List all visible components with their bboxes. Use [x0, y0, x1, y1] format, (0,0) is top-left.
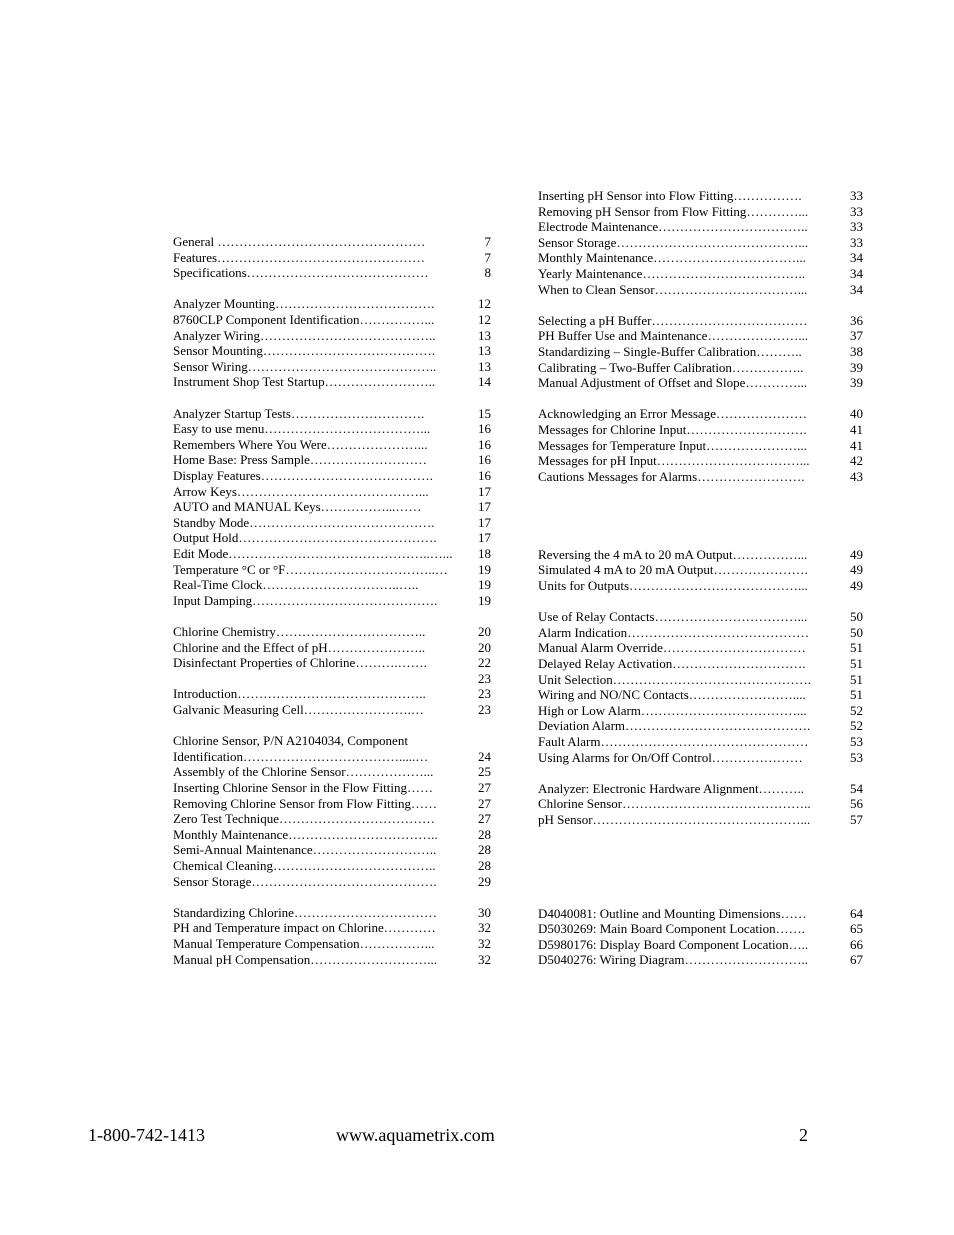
toc-entry [173, 530, 493, 546]
toc-entry-page: 37 [850, 328, 863, 344]
toc-entry-page: 65 [850, 921, 863, 937]
toc-entry-page: 7 [484, 234, 491, 249]
toc-entry-title: Galvanic Measuring Cell…………………….… [173, 702, 424, 717]
toc-entry-page: 51 [850, 671, 863, 687]
toc-entry-page: 16 [478, 421, 491, 437]
toc-entry-title: Cautions Messages for Alarms……………………. [538, 468, 805, 484]
toc-entry [538, 375, 864, 391]
toc-entry [173, 796, 493, 812]
toc-entry-title: Semi-Annual Maintenance……………………….. [173, 842, 437, 858]
toc-entry-title: Selecting a pH Buffer……………………………… [538, 312, 808, 328]
toc-entry [538, 328, 864, 344]
toc-entry [173, 749, 493, 765]
toc-entry-title: Wiring and NO/NC Contacts…………………….... [538, 687, 806, 703]
toc-entry [538, 874, 864, 890]
toc-entry-page: 23 [478, 702, 491, 717]
toc-entry [173, 686, 493, 702]
toc-entry [538, 406, 864, 422]
toc-entry [538, 453, 864, 469]
toc-entry-title: Removing pH Sensor from Flow Fitting…………... [538, 203, 809, 219]
toc-entry-page: 23 [478, 686, 491, 702]
toc-entry-title: Manual Adjustment of Offset and Slope…………... [538, 375, 808, 391]
toc-entry-title: Arrow Keys……………………………………... [173, 483, 429, 499]
toc-entry-page: 41 [850, 422, 863, 437]
toc-entry-page: 50 [850, 624, 863, 640]
toc-entry [173, 421, 493, 437]
toc-entry-page: 52 [850, 702, 863, 718]
toc-entry-page: 16 [478, 436, 491, 452]
footer-page-number: 2 [799, 1125, 808, 1145]
toc-entry-title: Analyzer: Electronic Hardware Alignment……….. [538, 780, 805, 796]
toc-entry-page: 18 [478, 546, 491, 561]
toc-entry-page: 28 [478, 858, 491, 873]
toc-entry-title: Manual Temperature Compensation……………... [173, 936, 435, 951]
toc-entry-page: 33 [850, 203, 863, 219]
toc-entry-page: 42 [850, 453, 863, 469]
toc-entry-page: 53 [850, 734, 863, 749]
toc-entry [173, 936, 493, 952]
toc-entry-page: 22 [478, 655, 491, 671]
toc-entry-page: 24 [478, 748, 491, 764]
toc-entry-page: 57 [850, 812, 863, 827]
toc-entry [538, 594, 864, 610]
toc-entry-title: Sensor Storage……………………………………... [538, 234, 809, 250]
toc-entry-page: 33 [850, 188, 863, 203]
toc-entry-page: 51 [850, 656, 863, 671]
toc-entry-page: 27 [478, 780, 491, 795]
toc-entry [538, 344, 864, 360]
toc-entry [173, 827, 493, 843]
toc-entry-title: Identification……………………………….....… [173, 748, 429, 764]
toc-entry-page: 12 [478, 296, 491, 312]
toc-entry [538, 578, 864, 594]
toc-entry [173, 250, 493, 266]
toc-entry-page: 28 [478, 826, 491, 842]
toc-entry [538, 219, 864, 235]
toc-entry-title: Home Base: Press Sample……………………… [173, 452, 427, 468]
toc-entry [538, 952, 864, 968]
toc-entry-title: 8760CLP Component Identification……………... [173, 312, 435, 327]
toc-entry-page: 67 [850, 952, 863, 968]
toc-entry [538, 438, 864, 454]
toc-entry [173, 624, 493, 640]
toc-entry-page: 17 [478, 530, 491, 546]
toc-entry [173, 499, 493, 515]
toc-entry [173, 593, 493, 609]
toc-entry-title: D5040276: Wiring Diagram……………………….. [538, 952, 809, 968]
toc-entry-title: Manual Alarm Override…………………………… [538, 640, 806, 656]
toc-entry-title: Temperature °C or °F……………………………..… [173, 561, 448, 577]
toc-entry [538, 672, 864, 688]
toc-entry [538, 313, 864, 329]
toc-entry-page: 34 [850, 281, 863, 297]
toc-entry-page: 13 [478, 343, 491, 359]
toc-entry [538, 890, 864, 906]
toc-entry [538, 843, 864, 859]
toc-entry [173, 671, 493, 687]
toc-entry [538, 282, 864, 298]
toc-entry [538, 266, 864, 282]
toc-entry [173, 343, 493, 359]
toc-entry [538, 703, 864, 719]
toc-entry-page: 13 [478, 327, 491, 343]
toc-entry-title: Yearly Maintenance……………………………….. [538, 266, 805, 281]
toc-entry [173, 452, 493, 468]
toc-entry-page: 17 [478, 483, 491, 499]
toc-entry [173, 858, 493, 874]
toc-entry [173, 640, 493, 656]
toc-entry-title: D4040081: Outline and Mounting Dimensions…… [538, 905, 807, 921]
toc-entry-page: 25 [478, 764, 491, 780]
toc-entry-title: D5030269: Main Board Component Location……. [538, 921, 805, 937]
toc-entry-page: 19 [478, 577, 491, 593]
toc-entry [538, 750, 864, 766]
toc-entry-page: 19 [478, 592, 491, 608]
toc-entry-title: Sensor Mounting…………………………………. [173, 343, 436, 359]
toc-entry-page: 39 [850, 375, 863, 391]
toc-entry-title: Electrode Maintenance…………………………….. [538, 219, 808, 235]
toc-entry-title: Specifications…………………………………… [173, 265, 429, 281]
toc-entry-page: 43 [850, 468, 863, 484]
toc-entry-title: AUTO and MANUAL Keys……………...…… [173, 499, 422, 515]
toc-entry [538, 687, 864, 703]
toc-entry-page: 49 [850, 546, 863, 562]
toc-entry-page: 27 [478, 811, 491, 827]
toc-entry-title: Chlorine Sensor…………………………………….. [538, 796, 811, 812]
toc-entry-title: Chlorine and the Effect of pH………………….. [173, 639, 426, 655]
toc-entry [538, 640, 864, 656]
toc-entry-title: Sensor Storage……………………………………. [173, 873, 437, 889]
toc-entry-title: Standardizing – Single-Buffer Calibration……….. [538, 344, 802, 359]
toc-entry-title: Monthly Maintenance…………………………….. [173, 826, 438, 842]
toc-entry [538, 656, 864, 672]
toc-entry [173, 406, 493, 422]
toc-entry-title: Chlorine Chemistry…………………………….. [173, 624, 426, 639]
toc-entry [173, 811, 493, 827]
footer-phone: 1-800-742-1413 [88, 1125, 205, 1145]
toc-entry-title: Deviation Alarm……………………………………. [538, 718, 811, 734]
toc-entry [538, 204, 864, 220]
toc-entry-page: 8 [484, 265, 491, 281]
toc-entry-page: 16 [478, 468, 491, 483]
toc-entry-title: Introduction…………………………………….. [173, 686, 426, 702]
toc-entry-title: Reversing the 4 mA to 20 mA Output……………... [538, 546, 808, 562]
toc-entry-title: Alarm Indication…………………………………… [538, 624, 810, 640]
toc-entry-title: Inserting pH Sensor into Flow Fitting……………. [538, 188, 802, 203]
toc-entry [538, 360, 864, 376]
toc-entry [538, 796, 864, 812]
toc-entry-title: Standardizing Chlorine…………………………… [173, 904, 437, 920]
toc-entry [173, 515, 493, 531]
toc-entry-title: Units for Outputs…………………………………... [538, 578, 808, 593]
toc-entry-title: Real-Time Clock…………………………..….. [173, 577, 419, 593]
toc-entry [538, 469, 864, 485]
toc-entry [173, 842, 493, 858]
toc-entry-title: Delayed Relay Activation…………………………. [538, 656, 806, 671]
toc-entry-page: 27 [478, 795, 491, 811]
toc-entry-title: Manual pH Compensation………………………... [173, 951, 437, 967]
toc-entry [538, 250, 864, 266]
toc-entry [173, 437, 493, 453]
toc-entry [173, 234, 493, 250]
toc-entry-title: Remembers Where You Were…………………... [173, 436, 428, 452]
toc-entry-title: Simulated 4 mA to 20 mA Output…………………. [538, 562, 808, 578]
toc-entry-page: 17 [478, 514, 491, 530]
toc-entry [173, 608, 493, 624]
toc-entry-title: Using Alarms for On/Off Control………………… [538, 749, 803, 765]
toc-entry-page: 13 [478, 358, 491, 374]
toc-entry-title: Chemical Cleaning……………………………….. [173, 858, 436, 873]
toc-entry-page: 14 [478, 374, 491, 390]
toc-entry-title: PH and Temperature impact on Chlorine………… [173, 920, 436, 936]
toc-entry-title: Inserting Chlorine Sensor in the Flow Fitting…… [173, 780, 433, 795]
toc-entry [173, 546, 493, 562]
toc-entry-page: 54 [850, 780, 863, 796]
toc-entry-title: Display Features…………………………………. [173, 468, 433, 483]
toc-entry-page: 19 [478, 561, 491, 577]
toc-entry [538, 562, 864, 578]
toc-entry-page: 29 [478, 873, 491, 889]
toc-entry [538, 718, 864, 734]
toc-entry [538, 609, 864, 625]
toc-entry [538, 781, 864, 797]
toc-entry [538, 765, 864, 781]
toc-entry-page: 38 [850, 344, 863, 359]
toc-entry [173, 702, 493, 718]
toc-entry [538, 235, 864, 251]
footer-url: www.aquametrix.com [336, 1125, 495, 1145]
toc-entry-page: 34 [850, 266, 863, 281]
toc-entry-title: When to Clean Sensor……………………………... [538, 281, 808, 297]
toc-entry-page: 66 [850, 936, 863, 952]
toc-entry [173, 484, 493, 500]
toc-entry [538, 547, 864, 563]
toc-entry [173, 562, 493, 578]
toc-entry-page: 20 [478, 639, 491, 655]
toc-entry [173, 390, 493, 406]
toc-entry-page: 53 [850, 749, 863, 765]
toc-entry-title: Features………………………………………… [173, 249, 426, 265]
toc-entry-page: 51 [850, 640, 863, 656]
toc-entry-title: Chlorine Sensor, P/N A2104034, Component [173, 733, 408, 749]
toc-entry-title: Use of Relay Contacts……………………………... [538, 609, 808, 625]
toc-entry [538, 500, 864, 516]
toc-entry-page: 51 [850, 687, 863, 703]
toc-entry-page: 56 [850, 796, 863, 812]
toc-entry [173, 359, 493, 375]
toc-entry-title: High or Low Alarm………………………………... [538, 702, 807, 718]
toc-entry [538, 484, 864, 500]
toc-entry [538, 812, 864, 828]
toc-entry [538, 297, 864, 313]
toc-entry [538, 531, 864, 547]
toc-entry-title: Unit Selection………………………………………. [538, 671, 811, 687]
toc-entry-page: 32 [478, 936, 491, 951]
toc-entry-title: D5980176: Display Board Component Location….. [538, 936, 809, 952]
toc-entry [173, 468, 493, 484]
toc-entry-page: 16 [478, 452, 491, 468]
toc-entry-title: Monthly Maintenance……………………………... [538, 250, 806, 266]
toc-entry-page: 32 [478, 920, 491, 936]
toc-entry-title: Sensor Wiring…………………………………….. [173, 358, 437, 374]
toc-entry-page: 36 [850, 312, 863, 328]
toc-entry [538, 828, 864, 844]
toc-entry [538, 734, 864, 750]
toc-entry-page: 30 [478, 904, 491, 920]
toc-entry-title: Easy to use menu………………………………... [173, 421, 431, 437]
toc-entry-title: pH Sensor…………………………………………... [538, 812, 811, 827]
toc-entry-title: Removing Chlorine Sensor from Flow Fitting…… [173, 795, 437, 811]
toc-entry-page: 12 [478, 312, 491, 327]
toc-entry [173, 655, 493, 671]
toc-entry-title: Messages for pH Input……………………………... [538, 453, 810, 469]
toc-entry-title: Analyzer Wiring………………………………….. [173, 327, 436, 343]
toc-entry [173, 905, 493, 921]
toc-entry-title: PH Buffer Use and Maintenance…………………... [538, 328, 809, 344]
toc-entry [173, 874, 493, 890]
toc-entry-page: 17 [478, 499, 491, 515]
toc-entry-title: Edit Mode………………………………………..…... [173, 546, 453, 561]
toc-entry-title: Acknowledging an Error Message………………… [538, 406, 807, 422]
toc-entry-title: Instrument Shop Test Startup…………………….. [173, 374, 436, 390]
toc-entry-page: 28 [478, 842, 491, 858]
toc-entry-title: Calibrating – Two-Buffer Calibration…………….. [538, 359, 804, 375]
toc-entry [538, 859, 864, 875]
toc-entry-page: 64 [850, 905, 863, 921]
toc-entry [173, 780, 493, 796]
toc-entry-title: General ………………………………………… [173, 234, 426, 249]
toc-entry [173, 312, 493, 328]
toc-entry [538, 921, 864, 937]
toc-entry-title: Zero Test Technique……………………………… [173, 811, 435, 827]
toc-entry-title: Standby Mode……………………………………. [173, 514, 435, 530]
toc-entry [173, 374, 493, 390]
toc-entry-page: 52 [850, 718, 863, 734]
toc-entry [173, 889, 493, 905]
toc-entry [173, 952, 493, 968]
toc-entry-page: 23 [478, 670, 491, 686]
toc-entry [538, 391, 864, 407]
toc-entry-title: Assembly of the Chlorine Sensor………………... [173, 764, 434, 780]
toc-entry-page: 7 [484, 249, 491, 265]
toc-entry-page: 33 [850, 219, 863, 235]
toc-entry [173, 328, 493, 344]
toc-entry-page: 20 [478, 624, 491, 639]
toc-entry-title: Input Damping……………………………………. [173, 592, 438, 608]
toc-entry-page: 49 [850, 562, 863, 578]
toc-entry [538, 422, 864, 438]
toc-entry-page: 33 [850, 234, 863, 250]
toc-entry-page: 39 [850, 359, 863, 375]
toc-entry-title: Output Hold………………………………………. [173, 530, 437, 546]
toc-entry [173, 265, 493, 281]
toc-entry-title: Messages for Chlorine Input………………………. [538, 422, 807, 437]
toc-entry-title: Analyzer Mounting………………………………. [173, 296, 435, 312]
toc-entry [173, 718, 493, 734]
toc-entry-page: 40 [850, 406, 863, 422]
toc-entry-page: 15 [478, 405, 491, 421]
toc-entry-page: 49 [850, 578, 863, 593]
toc-entry-title: Analyzer Startup Tests…………………………. [173, 405, 425, 421]
toc-entry [173, 296, 493, 312]
toc-entry-page: 34 [850, 250, 863, 266]
toc-entry [538, 188, 864, 204]
toc-entry-title: Messages for Temperature Input…………………... [538, 437, 807, 453]
toc-entry-page: 32 [478, 951, 491, 967]
toc-entry [173, 764, 493, 780]
toc-entry [173, 281, 493, 297]
toc-entry [538, 906, 864, 922]
toc-entry-title: Fault Alarm………………………………………… [538, 734, 809, 749]
toc-entry [538, 937, 864, 953]
toc-entry [173, 920, 493, 936]
toc-entry [173, 733, 493, 749]
toc-entry [538, 516, 864, 532]
toc-entry [173, 577, 493, 593]
toc-entry-page: 41 [850, 437, 863, 453]
toc-entry [538, 625, 864, 641]
toc-entry-page: 50 [850, 609, 863, 625]
toc-entry-title: Disinfectant Properties of Chlorine……….……. [173, 655, 427, 671]
